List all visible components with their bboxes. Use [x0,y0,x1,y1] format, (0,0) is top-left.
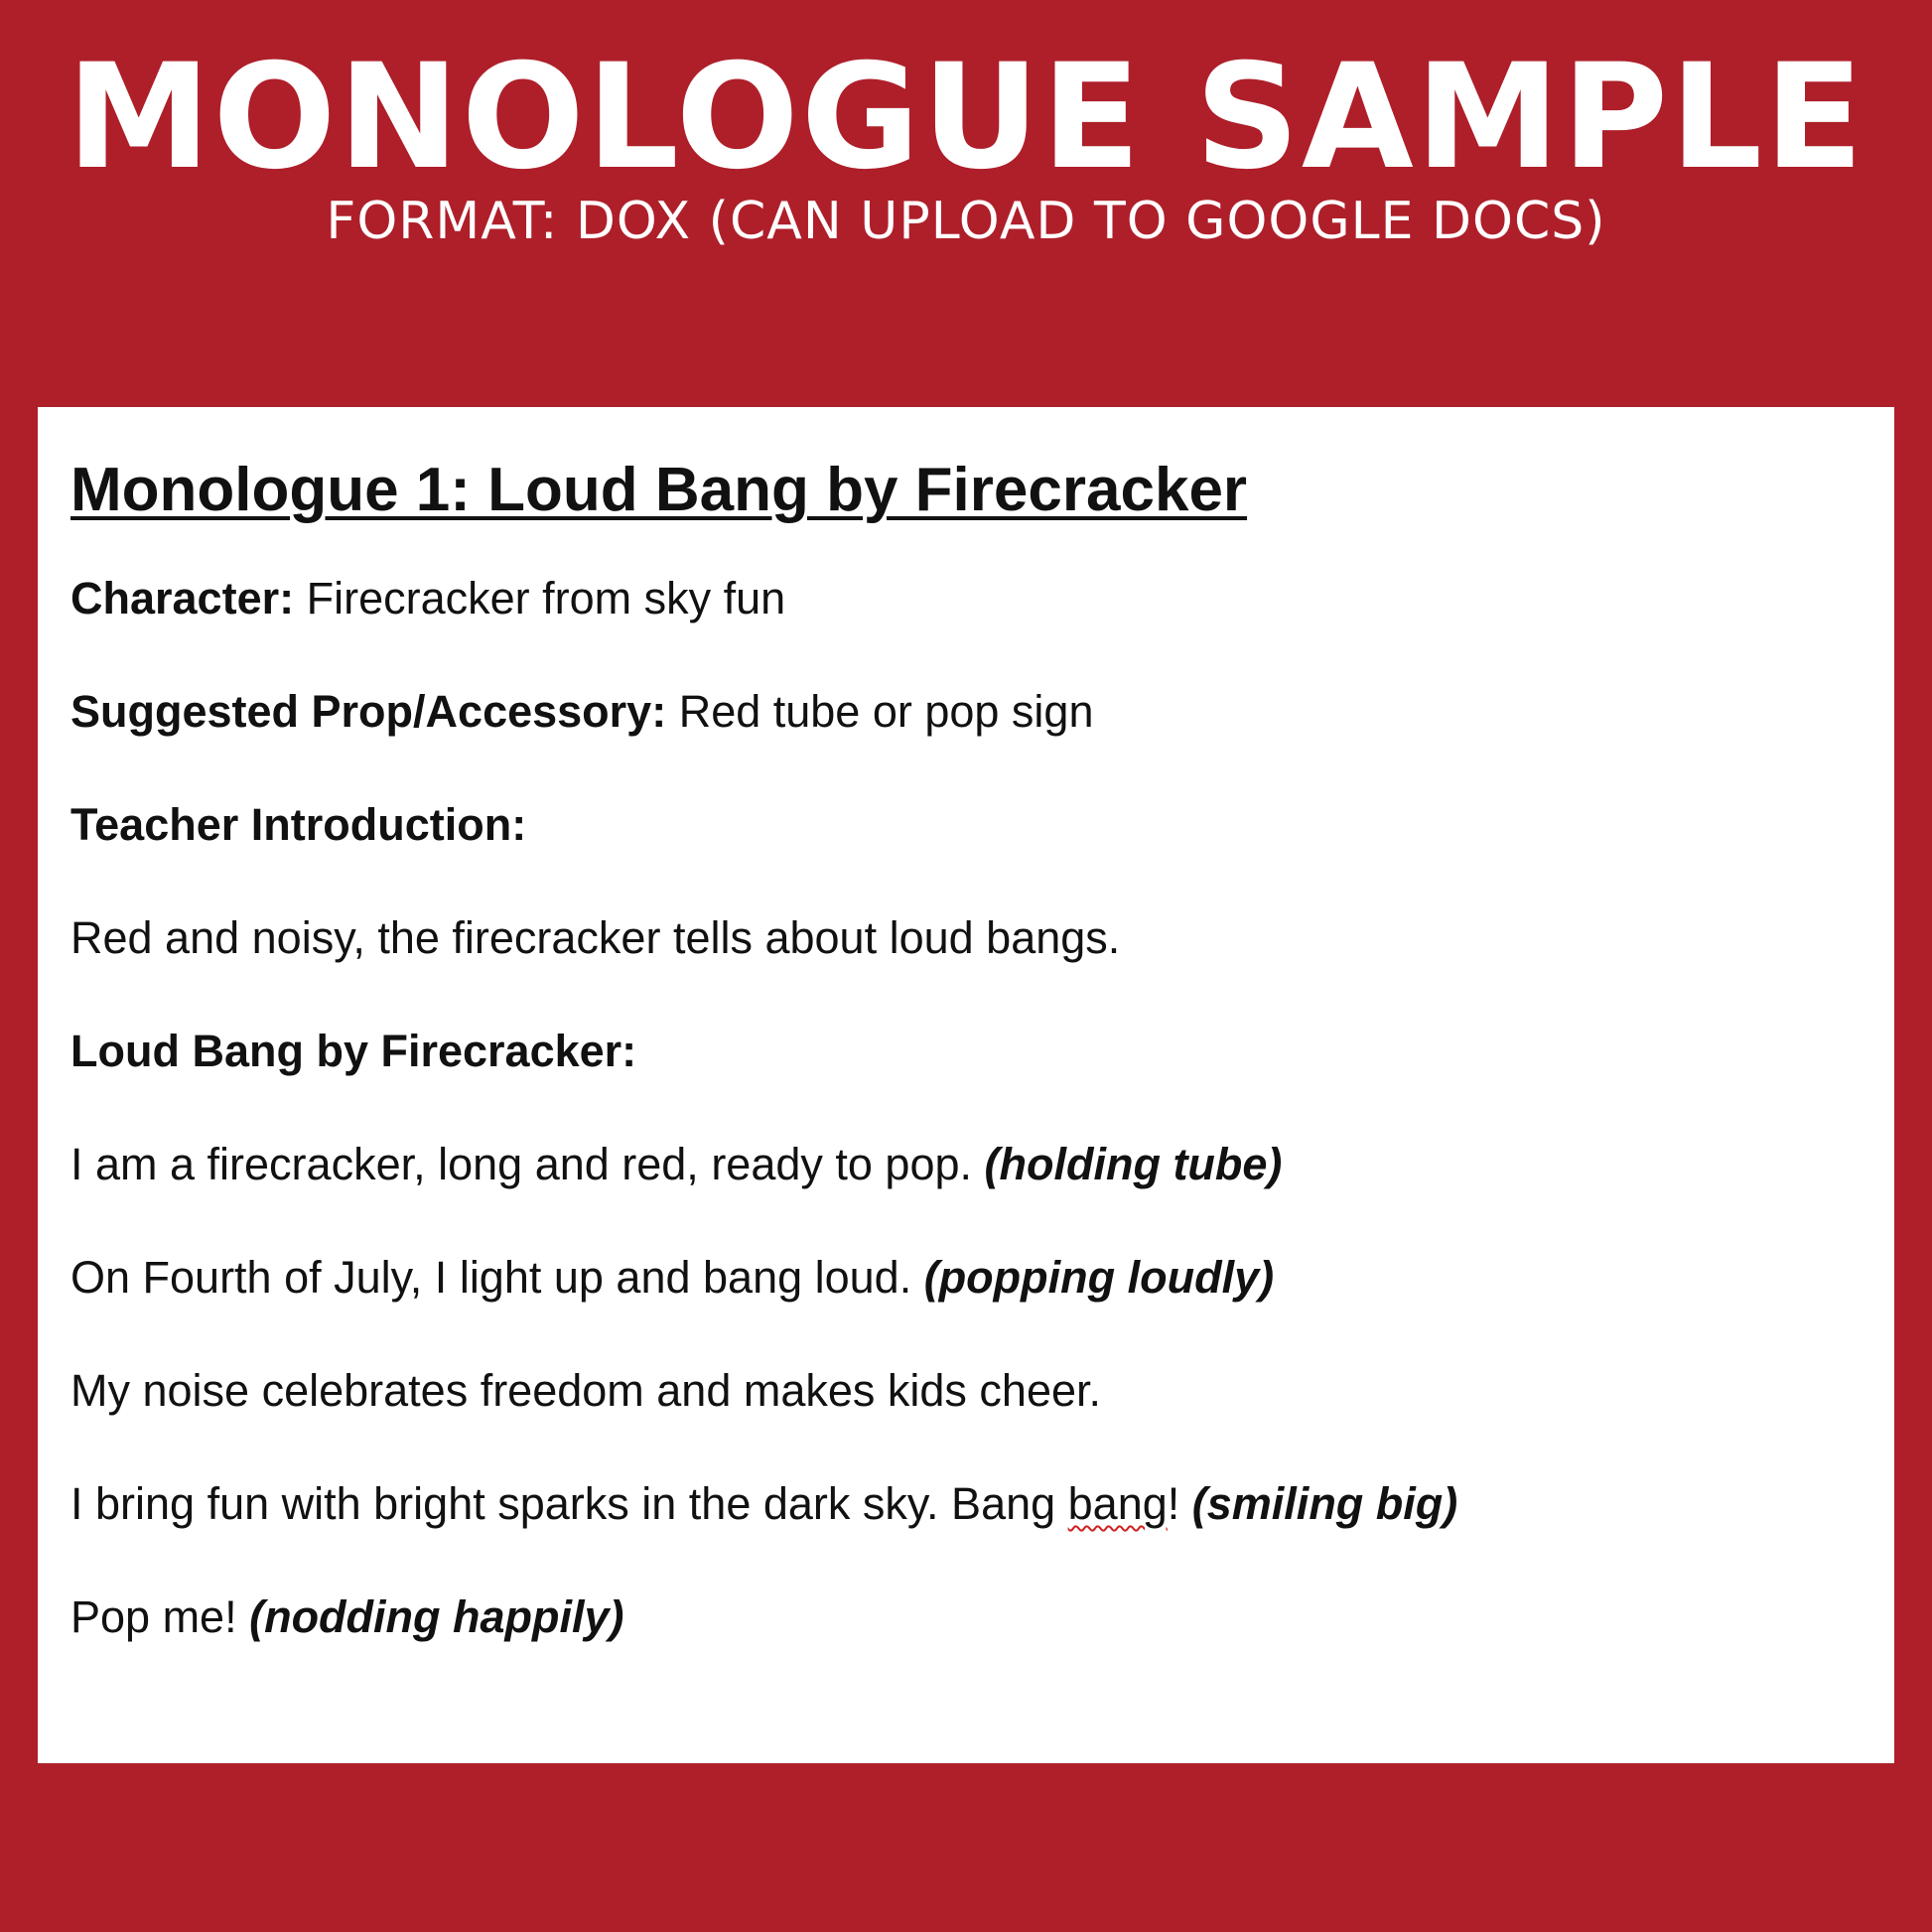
line-text: I am a firecracker, long and red, ready to pop. [70,1139,985,1189]
document-page [38,407,1894,1763]
script-label: Loud Bang by Firecracker: [70,1026,637,1076]
line-text: My noise celebrates freedom and makes kids cheer. [70,1365,1102,1416]
prop-label: Suggested Prop/Accessory: [70,686,667,737]
stage-direction: (popping loudly) [923,1252,1275,1303]
spellcheck-flagged-word: bang [1067,1478,1168,1529]
prop-value: Red tube or pop sign [666,686,1094,737]
banner-subtitle: FORMAT: DOX (CAN UPLOAD TO GOOGLE DOCS) [326,192,1606,251]
prop-line [70,685,1093,739]
line-text: Pop me! [70,1591,250,1642]
character-line [70,572,785,625]
stage-direction: (smiling big) [1191,1478,1458,1529]
document-heading: Monologue 1: Loud Bang by Firecracker [70,456,1248,524]
script-line [70,1477,1457,1531]
intro-label: Teacher Introduction: [70,799,527,850]
stage-direction: (nodding happily) [249,1591,624,1642]
script-line [70,1364,1101,1418]
character-label: Character: [70,573,295,623]
character-value: Firecracker from sky fun [294,573,786,623]
script-line [70,1251,1274,1305]
intro-text: Red and noisy, the firecracker tells about loud bangs. [70,912,1121,963]
script-line [70,1590,624,1644]
line-text: I bring fun with bright sparks in the dark sky. Bang [70,1478,1068,1529]
line-text-after: ! [1167,1478,1192,1529]
banner-title: MONOLOGUE SAMPLE [67,33,1865,202]
script-line [70,1138,1282,1191]
line-text: On Fourth of July, I light up and bang loud. [70,1252,924,1303]
stage-direction: (holding tube) [984,1139,1283,1189]
